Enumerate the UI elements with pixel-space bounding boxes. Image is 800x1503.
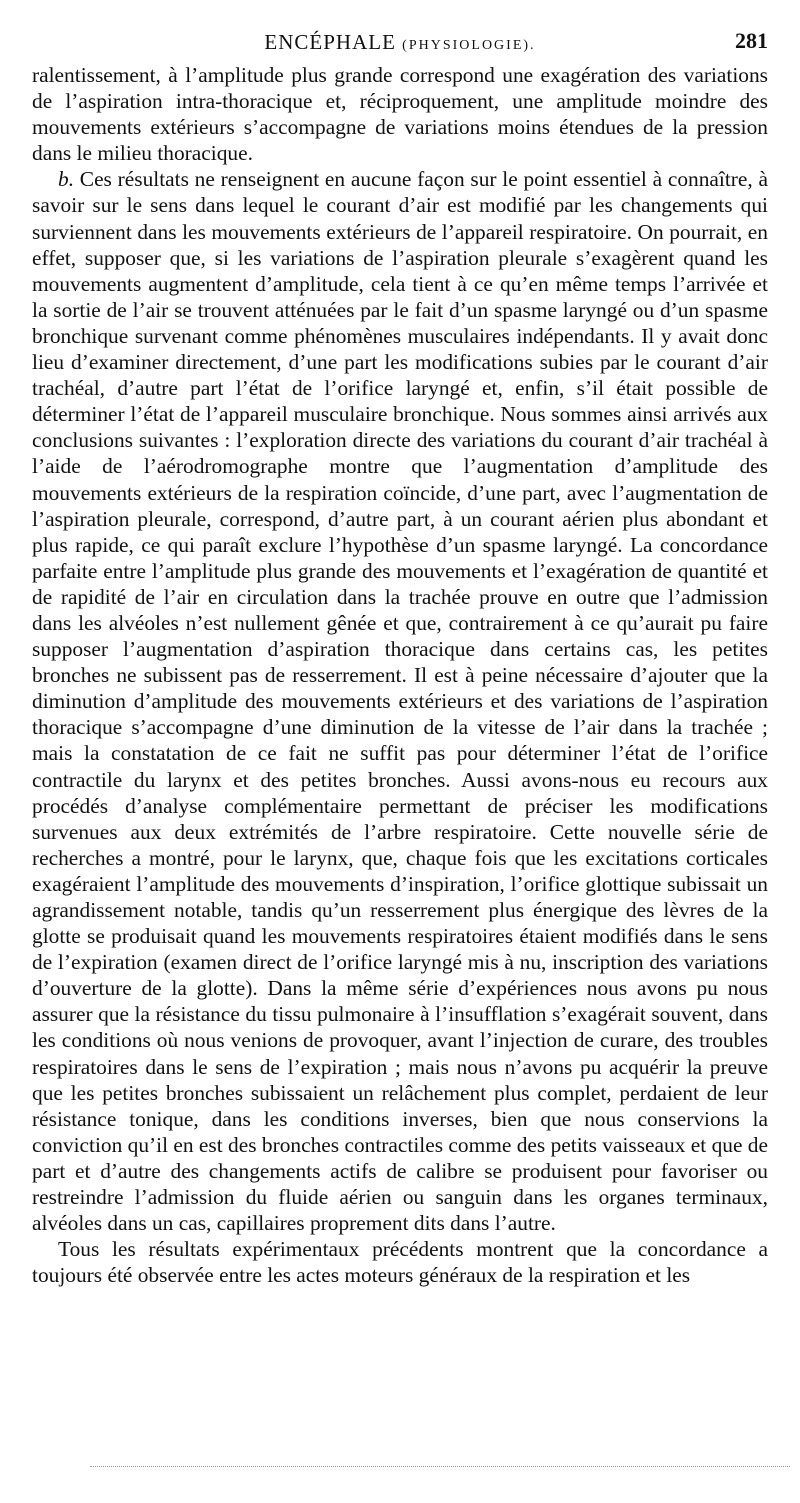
running-title — [32, 30, 768, 55]
page-number: 281 — [735, 28, 768, 53]
footer-rule — [90, 1466, 790, 1467]
paragraph-text: ralentissement, à l’amplitude plus grande correspond une exagération des variations de l’aspiration intra-thoracique et, réciproquement, une amplitude moindre des mouvements extérieurs s’accompagne de variations moins étendues de la pression dans le milieu thoracique. — [32, 63, 768, 166]
paragraph-b — [32, 166, 768, 1236]
running-header — [32, 30, 768, 60]
running-title-text: ENCÉPHALE — [264, 30, 396, 54]
document-page — [32, 0, 768, 1503]
paragraph-label: b. — [58, 167, 75, 192]
paragraph-text: Ces résultats ne renseignent en aucune façon sur le point essentiel à connaître, à savoir sur le sens dans lequel le courant d’air est modifié par les changements qui surviennent dans les mouvements extérieurs de l’appareil respiratoire. On pourrait, en effet, supposer que, si les variations de l’aspiration pleurale s’exagèrent quand les mouvements augmentent d’amplitude, cela tient à ce qu’en même temps l’arrivée et la sortie de l’air se trouvent atténuées par le fait d’un spasme laryngé ou d’un spasme bronchique survenant comme phénomènes musculaires indépendants. Il y avait donc lieu d’examiner directement, d’une part les modifications subies par le courant d’air trachéal, d’autre part l’état de l’orifice laryngé et, enfin, s’il était possible de déterminer l’état de l’appareil musculaire bronchique. Nous sommes ainsi arrivés aux conclusions suivantes : l’exploration directe des variations du courant d’air trachéal à l’aide de l’aérodromographe montre que l’augmentation d’amplitude des mouvements extérieurs de la respiration coïncide, d’une part, avec l’augmentation de l’aspiration pleurale, correspond, d’autre part, à un courant aérien plus abondant et plus rapide, ce qui paraît exclure l’hypothèse d’un spasme laryngé. La concordance parfaite entre l’amplitude plus grande des mouvements et l’exagération de quantité et de rapidité de l’air en circulation dans la trachée prouve en outre que l’admission dans les alvéoles n’est nullement gênée et que, contrairement à ce qu’aurait pu faire supposer l’augmentation d’aspiration thoracique dans certains cas, les petites bronches ne subissent pas de resserrement. Il est à peine nécessaire d’ajouter que la diminution d’amplitude des mouvements extérieurs et des variations de l’aspiration thoracique s’accompagne d’une diminution de la vitesse de l’air dans la trachée ; mais la constatation de ce fait ne suffit pas pour déterminer l’état de l’orifice contractile du larynx et des petites bronches. Aussi avons-nous eu recours aux procédés d’analyse complémentaire permettant de préciser les modifications survenues aux deux extrémités de l’arbre respiratoire. Cette nouvelle série de recherches a montré, pour le larynx, que, chaque fois que les excitations corticales exagéraient l’amplitude des mouvements d’inspiration, l’orifice glottique subissait un agrandissement notable, tandis qu’un resserrement plus énergique des lèvres de la glotte se produisait quand les mouvements respiratoires étaient modifiés dans le sens de l’expiration (examen direct de l’orifice laryngé mis à nu, inscription des variations d’ouverture de la glotte). Dans la même série d’expériences nous avons pu nous assurer que la résistance du tissu pulmonaire à l’insufflation s’exagérait souvent, dans les conditions où nous venions de provoquer, avant l’injection de curare, des troubles respiratoires dans le sens de l’expiration ; mais nous n’avons pu acquérir la preuve que les petites bronches subissaient un relâchement plus complet, perdaient de leur résistance tonique, dans les conditions inverses, bien que nous conservions la conviction qu’il en est des bronches contractiles comme des petits vaisseaux et que de part et d’autre des changements actifs de calibre se produisent pour favoriser ou restreindre l’admission du fluide aérien ou sanguin dans les organes terminaux, alvéoles dans un cas, capillaires proprement dits dans l’autre. — [32, 167, 768, 1236]
paragraph-continuation — [32, 62, 768, 166]
section-label: (PHYSIOLOGIE). — [402, 38, 536, 53]
paragraph-text: Tous les résultats expérimentaux précédents montrent que la concordance a toujours été observée entre les actes moteurs généraux de la respiration et les — [32, 1237, 768, 1288]
paragraph-final — [32, 1236, 768, 1288]
body-text — [32, 62, 768, 1288]
